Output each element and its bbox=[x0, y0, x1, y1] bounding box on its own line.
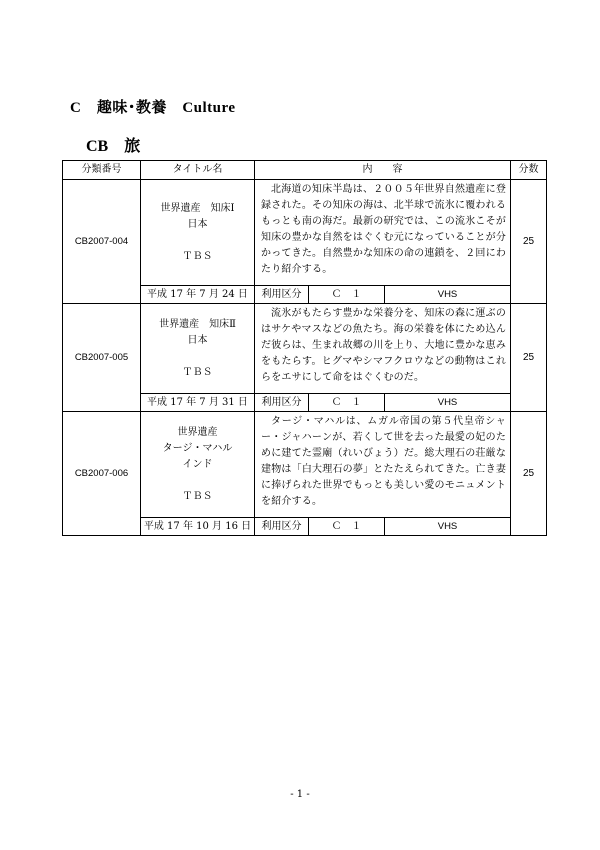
item-title bbox=[141, 304, 255, 394]
table-row bbox=[63, 412, 547, 518]
header-number: 分類番号 bbox=[63, 161, 141, 180]
table-header-row bbox=[63, 161, 547, 180]
media-type: VHS bbox=[385, 518, 511, 536]
item-description: 流氷がもたらす豊かな栄養分を、知床の森に運ぶのはサケやマスなどの魚たち。海の栄養を体にため込んだ彼らは、生まれ故郷の川を上り、大地に豊かな恵みをもたらす。ヒグマやシマフクロウなどの動物はこれらをエサにして命をはぐくむのだ。 bbox=[255, 304, 511, 394]
title-line: 世界遺産 知床Ⅱ bbox=[159, 318, 236, 330]
item-number: CB2007-005 bbox=[63, 304, 141, 412]
header-title: タイトル名 bbox=[141, 161, 255, 180]
media-type: VHS bbox=[385, 394, 511, 412]
title-line: インド bbox=[182, 458, 213, 470]
title-line: ＴＢＳ bbox=[182, 490, 213, 502]
broadcast-date: 平成 17 年 7 月 31 日 bbox=[141, 394, 255, 412]
title-line: 日本 bbox=[187, 334, 208, 346]
title-line bbox=[141, 473, 254, 489]
item-description: 北海道の知床半島は、２００５年世界自然遺産に登録された。その知床の海は、北半球で流氷に覆われるもっとも南の海だ。最新の研究では、この流氷こそが知床の豊かな自然をはぐくむ元になっていることが分かってきた。自然豊かな知床の命の連鎖を、２回にわたり紹介する。 bbox=[255, 180, 511, 286]
usage-label: 利用区分 bbox=[255, 286, 309, 304]
broadcast-date: 平成 17 年 10 月 16 日 bbox=[141, 518, 255, 536]
title-line: ＴＢＳ bbox=[182, 366, 213, 378]
page-number: - 1 - bbox=[290, 789, 310, 800]
table-row bbox=[63, 304, 547, 394]
title-line: タージ・マハル bbox=[162, 442, 233, 454]
item-minutes: 25 bbox=[511, 412, 547, 536]
title-line: 日本 bbox=[187, 218, 208, 230]
section-title: C 趣味･教養 Culture bbox=[70, 100, 236, 116]
item-number: CB2007-004 bbox=[63, 180, 141, 304]
subsection-title: CB 旅 bbox=[86, 138, 141, 155]
item-title bbox=[141, 412, 255, 518]
title-line: ＴＢＳ bbox=[182, 250, 213, 262]
title-line: 世界遺産 bbox=[177, 426, 218, 438]
header-content: 内 容 bbox=[255, 161, 511, 180]
title-line bbox=[141, 233, 254, 249]
usage-label: 利用区分 bbox=[255, 518, 309, 536]
table-row bbox=[63, 180, 547, 286]
catalog-table bbox=[62, 160, 547, 536]
item-number: CB2007-006 bbox=[63, 412, 141, 536]
usage-class: Ｃ １ bbox=[309, 286, 385, 304]
item-description: タージ・マハルは、ムガル帝国の第５代皇帝シャー・ジャハーンが、若くして世を去った最愛の妃のために建てた霊廟（れいびょう）だ。総大理石の荘厳な建物は「白大理石の夢」とたたえられてきた。亡き妻に捧げられた世界でもっとも美しい愛のモニュメントを紹介する。 bbox=[255, 412, 511, 518]
item-minutes: 25 bbox=[511, 180, 547, 304]
usage-class: Ｃ １ bbox=[309, 518, 385, 536]
title-line bbox=[141, 349, 254, 365]
broadcast-date: 平成 17 年 7 月 24 日 bbox=[141, 286, 255, 304]
usage-label: 利用区分 bbox=[255, 394, 309, 412]
title-line: 世界遺産 知床Ⅰ bbox=[160, 202, 235, 214]
item-title bbox=[141, 180, 255, 286]
header-count: 分数 bbox=[511, 161, 547, 180]
item-minutes: 25 bbox=[511, 304, 547, 412]
media-type: VHS bbox=[385, 286, 511, 304]
usage-class: Ｃ １ bbox=[309, 394, 385, 412]
